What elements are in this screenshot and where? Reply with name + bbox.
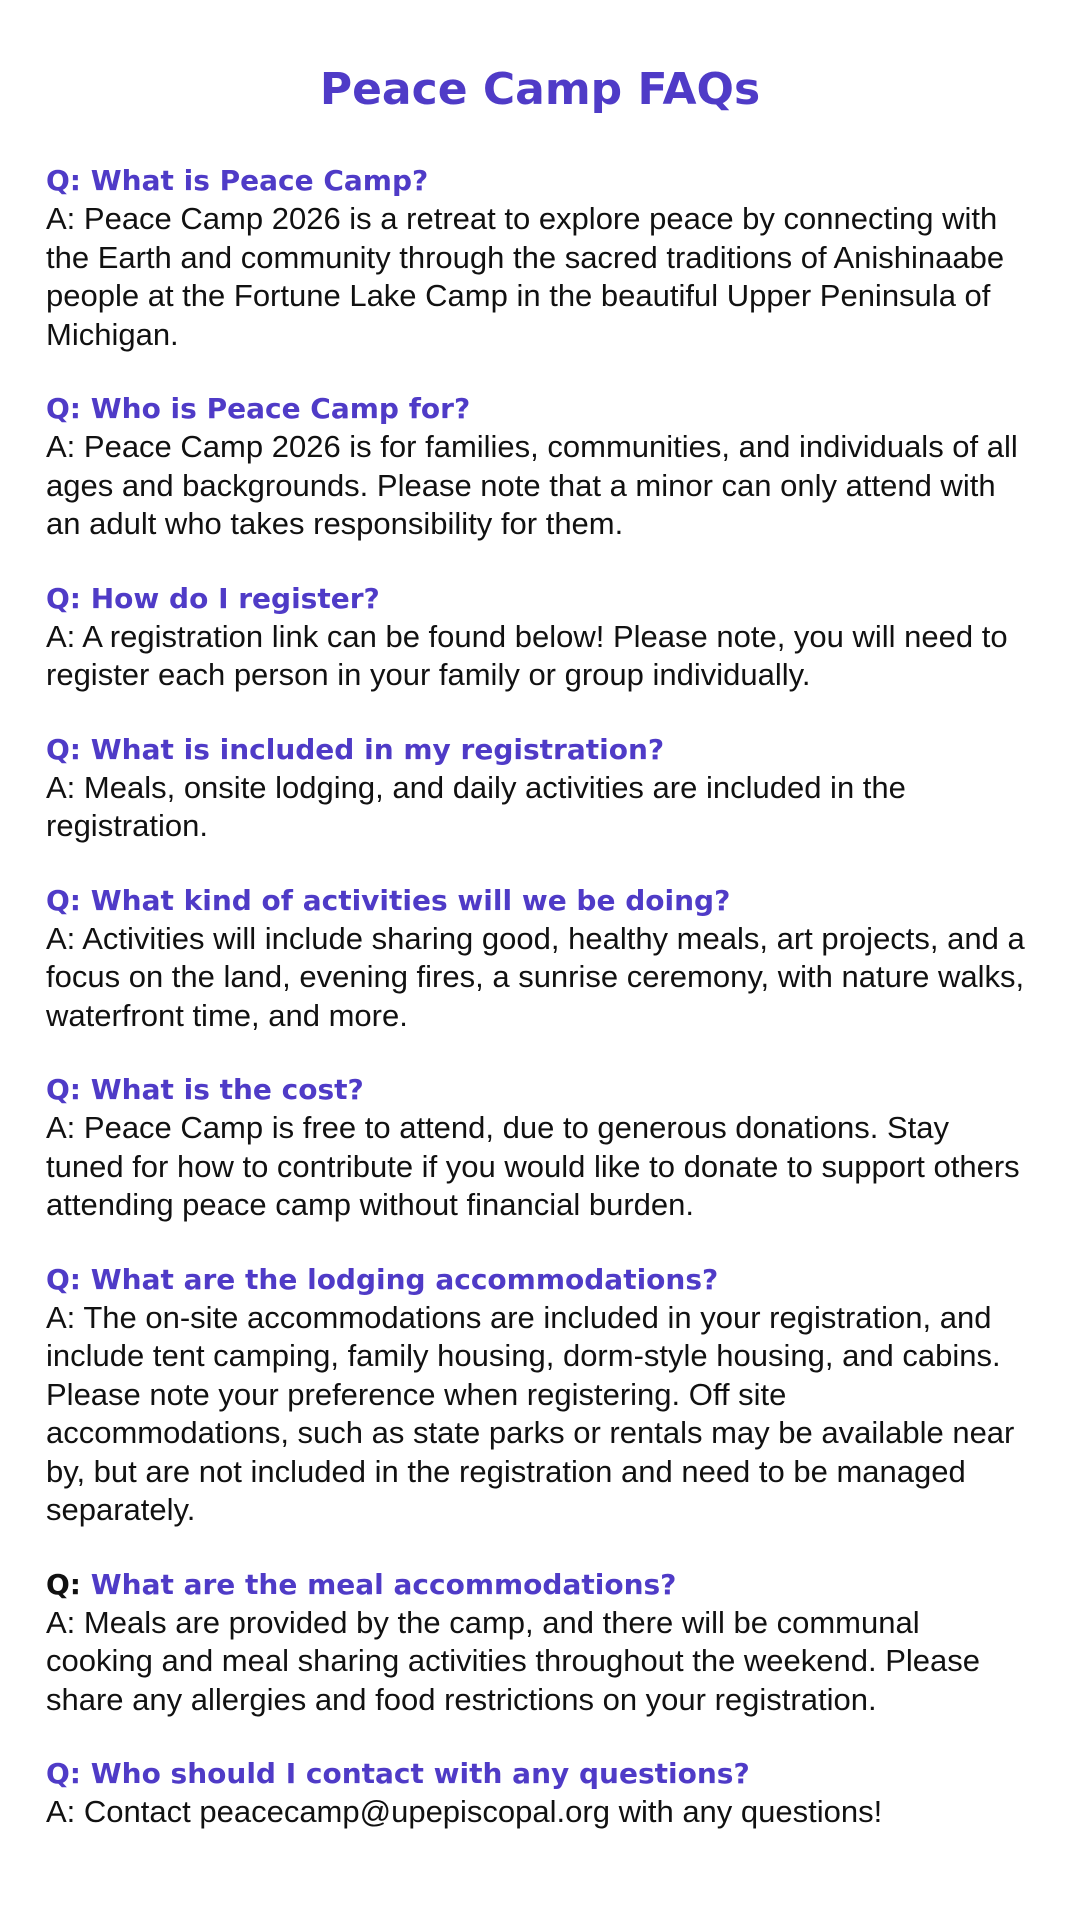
faq-item-included [46, 731, 1034, 846]
faq-answer: A: The on-site accommodations are included in your registration, and include tent camping, family housing, dorm-style housing, and cabins. Please note your preference when registering. Off site accommodations, such as state parks or rentals may be available near by, but are not included in the registration and need to be managed separately. [46, 1299, 1015, 1527]
faq-item-lodging [46, 1261, 1034, 1530]
faq-answer: A: Meals, onsite lodging, and daily activities are included in the registration. [46, 769, 906, 843]
page-title: Peace Camp FAQs [319, 64, 761, 115]
question-prefix: Q: [46, 581, 91, 615]
question-prefix: Q: [46, 1757, 91, 1790]
question-text: Who is Peace Camp for? [90, 392, 471, 425]
question-prefix: Q: [46, 1073, 91, 1106]
faq-answer: A: Peace Camp 2026 is a retreat to explore peace by connecting with the Earth and community through the sacred traditions of Anishinaabe people at the Fortune Lake Camp in the beautiful Upper Peninsula of Michigan. [46, 201, 1005, 352]
question-prefix: Q: [46, 1567, 91, 1601]
faq-item-register [46, 580, 1034, 695]
faq-question [46, 1071, 1034, 1109]
faq-answer: A: Meals are provided by the camp, and there will be communal cooking and meal sharing activities throughout the weekend. Please share any allergies and food restrictions on your registration. [46, 1604, 981, 1717]
faq-item-meals [46, 1566, 1034, 1720]
question-prefix: Q: [46, 732, 91, 766]
faq-question [46, 1755, 1034, 1793]
question-text: What is the cost? [90, 1073, 364, 1106]
question-text: What is included in my registration? [90, 732, 665, 766]
question-text: Who should I contact with any questions? [90, 1757, 750, 1790]
faq-question [46, 390, 1034, 428]
faq-answer: A: Peace Camp 2026 is for families, communities, and individuals of all ages and backgrounds. Please note that a minor can only attend with an adult who takes responsibility for them. [46, 429, 1018, 541]
faq-item-contact [46, 1755, 1034, 1832]
faq-question [46, 1261, 1034, 1299]
question-prefix: Q: [46, 164, 91, 197]
faq-question [46, 882, 1034, 920]
question-text: What are the lodging accommodations? [90, 1262, 719, 1296]
question-text: What are the meal accommodations? [90, 1567, 677, 1601]
faq-answer: A: A registration link can be found below! Please note, you will need to register each person in your family or group individually. [46, 618, 1008, 692]
faq-question [46, 1566, 1034, 1604]
faq-answer: A: Activities will include sharing good, healthy meals, art projects, and a focus on the land, evening fires, a sunrise ceremony, with nature walks, waterfront time, and more. [46, 920, 1025, 1033]
question-text: What kind of activities will we be doing? [90, 883, 731, 917]
faq-item-activities [46, 882, 1034, 1036]
faq-question [46, 580, 1034, 618]
faq-question [46, 162, 1034, 200]
faq-item-who-for [46, 390, 1034, 544]
question-text: What is Peace Camp? [90, 164, 429, 197]
faq-answer: A: Contact peacecamp@upepiscopal.org with any questions! [46, 1794, 883, 1829]
faq-question [46, 731, 1034, 769]
question-prefix: Q: [46, 883, 91, 917]
faq-item-what-is [46, 162, 1034, 354]
faq-answer: A: Peace Camp is free to attend, due to generous donations. Stay tuned for how to contribute if you would like to donate to support others attending peace camp without financial burden. [46, 1110, 1020, 1222]
question-prefix: Q: [46, 392, 91, 425]
faq-item-cost [46, 1071, 1034, 1225]
question-prefix: Q: [46, 1262, 91, 1296]
question-text: How do I register? [90, 581, 380, 615]
